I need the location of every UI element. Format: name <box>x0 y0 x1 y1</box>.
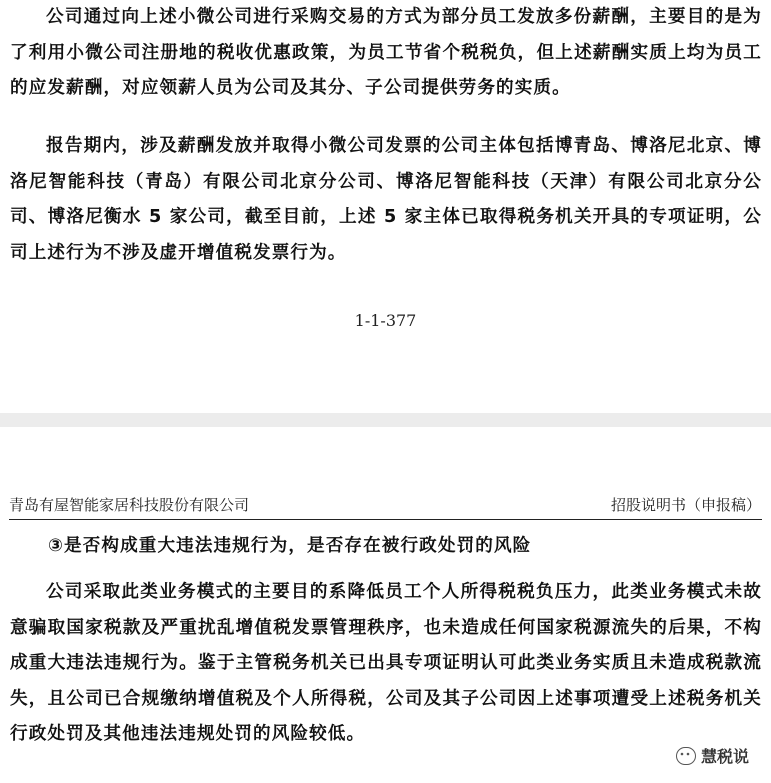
header-company-name: 青岛有屋智能家居科技股份有限公司 <box>9 496 250 514</box>
document-page-lower <box>0 427 771 783</box>
page-separator <box>0 413 771 427</box>
page-number: 1-1-377 <box>354 311 417 330</box>
header-rule <box>9 519 762 520</box>
body-paragraph: 公司通过向上述小微公司进行采购交易的方式为部分员工发放多份薪酬，主要目的是为了利用小微公司注册地的税收优惠政策，为员工节省个税税负，但上述薪酬实质上均为员工的应发薪酬，对应领薪人员为公司及其分、子公司提供劳务的实质。 <box>10 7 762 98</box>
watermark-text: 慧税说 <box>700 747 749 766</box>
watermark <box>676 744 749 767</box>
body-paragraph: 报告期内，涉及薪酬发放并取得小微公司发票的公司主体包括博青岛、博洛尼北京、博洛尼智能科技（青岛）有限公司北京分公司、博洛尼智能科技（天津）有限公司北京分公司、博洛尼衡水 5 家公司，截至目前，上述 5 家主体已取得税务机关开具的专项证明，公司上述行为不涉及虚开增值税发票行为。 <box>10 136 762 263</box>
header-document-title: 招股说明书（申报稿） <box>610 496 761 514</box>
body-paragraph: 公司采取此类业务模式的主要目的系降低员工个人所得税税负压力，此类业务模式未故意骗取国家税款及严重扰乱增值税发票管理秩序，也未造成任何国家税源流失的后果，不构成重大违法违规行为。鉴于主管税务机关已出具专项证明认可此类业务实质且未造成税款流失，且公司已合规缴纳增值税及个人所得税，公司及其子公司因上述事项遭受上述税务机关行政处罚及其他违法违规处罚的风险较低。 <box>10 582 762 744</box>
section-heading: ③是否构成重大违法违规行为，是否存在被行政处罚的风险 <box>48 536 532 556</box>
wechat-icon <box>676 747 696 765</box>
